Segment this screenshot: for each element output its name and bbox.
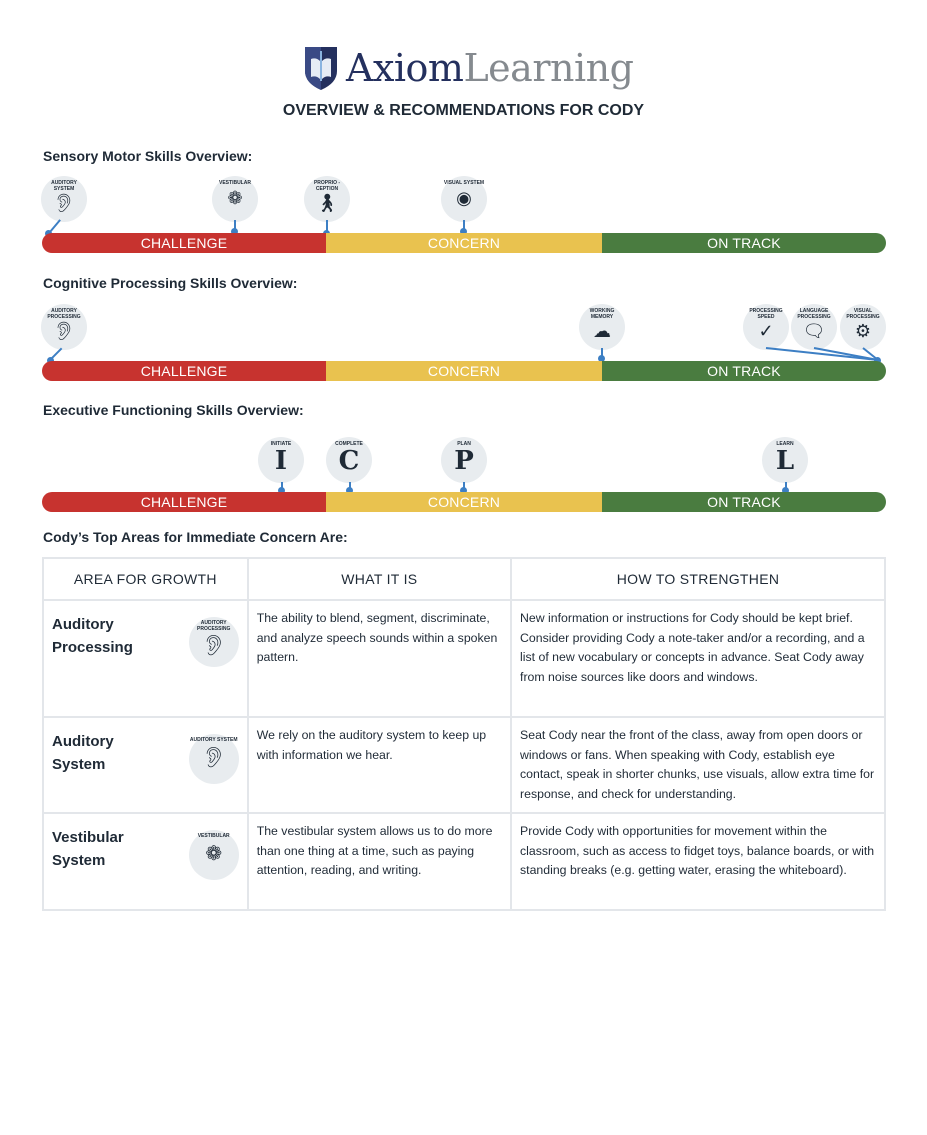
area-name: Auditory Processing (52, 616, 133, 656)
scale-concern: CONCERN (326, 492, 602, 512)
sensory-section-title: Sensory Motor Skills Overview: (43, 148, 253, 164)
eye-icon: ◉ (456, 187, 472, 208)
marker-visual-system: VISUAL SYSTEM ◉ (441, 176, 487, 222)
area-cell (43, 813, 248, 910)
marker-vestibular: VESTIBULAR ❁ (212, 176, 258, 222)
what-cell: The ability to blend, segment, discriminate, and analyze speech sounds within a spoken pattern. (248, 600, 511, 717)
executive-section-title: Executive Functioning Skills Overview: (43, 402, 304, 418)
area-cell (43, 717, 248, 813)
inner-ear-icon: ❁ (227, 187, 243, 208)
area-name: Auditory System (52, 733, 114, 773)
marker-plan: PLAN P (441, 437, 487, 483)
marker-visual-processing: VISUAL PROCESSING ⚙ (840, 304, 886, 350)
marker-auditory-system: AUDITORY SYSTEM 👂︎ (41, 176, 87, 222)
table-header-row (43, 558, 885, 600)
scale-on-track: ON TRACK (602, 233, 886, 253)
marker-proprioception: PROPRIO -CEPTION 🚶︎ (304, 176, 350, 222)
shield-book-icon (302, 45, 340, 91)
area-cell (43, 600, 248, 717)
marker-working-memory: WORKING MEMORY ☁ (579, 304, 625, 350)
ear-icon: 👂︎ (52, 193, 76, 213)
marker-complete: COMPLETE C (326, 437, 372, 483)
speed-check-icon: ✓ (758, 321, 774, 341)
marker-initiate: INITIATE I (258, 437, 304, 483)
column-header-what: WHAT IT IS (248, 558, 511, 600)
scale-challenge: CHALLENGE (42, 492, 326, 512)
speech-icon: 🗨︎ (802, 321, 826, 341)
table-row (43, 600, 885, 717)
scale-challenge: CHALLENGE (42, 361, 326, 381)
cognitive-scale-bar (42, 361, 886, 381)
table-row (43, 813, 885, 910)
inner-ear-icon: ❁ (205, 842, 223, 865)
ear-icon: 👂︎ (201, 635, 227, 657)
marker-auditory-processing: AUDITORY PROCESSING 👂︎ (41, 304, 87, 350)
how-cell: Provide Cody with opportunities for movement within the classroom, such as access to fidget toys, balance boards, or with standing breaks (e.g. getting water, erasing the whiteboard). (511, 813, 885, 910)
ear-icon: 👂︎ (52, 321, 76, 341)
area-icon-badge: AUDITORY SYSTEM 👂︎ (189, 734, 239, 784)
marker-learn: LEARN L (762, 437, 808, 483)
ear-icon: 👂︎ (201, 746, 227, 769)
how-cell: New information or instructions for Cody should be kept brief. Consider providing Cody a note-taker and/or a recording, and a list of new vocabulary or concepts in advance. Seat Cody away from noise sources like doors and windows. (511, 600, 885, 717)
brand-name: AxiomLearning (346, 46, 634, 90)
concerns-table (42, 557, 886, 911)
brain-icon: ☁ (593, 321, 611, 341)
how-cell: Seat Cody near the front of the class, away from open doors or windows or fans. When speaking with Cody, establish eye contact, speak in shorter chunks, use visuals, allow extra time for response, and check for understanding. (511, 717, 885, 813)
scale-on-track: ON TRACK (602, 361, 886, 381)
axiom-learning-logo (302, 44, 633, 92)
area-icon-badge: VESTIBULAR ❁ (189, 830, 239, 880)
scale-concern: CONCERN (326, 233, 602, 253)
what-cell: We rely on the auditory system to keep up with information we hear. (248, 717, 511, 813)
column-header-area: AREA FOR GROWTH (43, 558, 248, 600)
column-header-how: HOW TO STRENGTHEN (511, 558, 885, 600)
table-row (43, 717, 885, 813)
eye-gear-icon: ⚙ (854, 321, 872, 341)
scale-challenge: CHALLENGE (42, 233, 326, 253)
scale-on-track: ON TRACK (602, 492, 886, 512)
marker-language-processing: LANGUAGE PROCESSING 🗨︎ (791, 304, 837, 350)
what-cell: The vestibular system allows us to do more than one thing at a time, such as paying attention, reading, and writing. (248, 813, 511, 910)
person-balance-icon: 🚶︎ (315, 193, 339, 213)
cognitive-section-title: Cognitive Processing Skills Overview: (43, 275, 298, 291)
sensory-scale-bar (42, 233, 886, 253)
scale-concern: CONCERN (326, 361, 602, 381)
concerns-section-title: Cody’s Top Areas for Immediate Concern Are: (43, 529, 348, 545)
marker-processing-speed: PROCESSING SPEED ✓ (743, 304, 789, 350)
page-title: OVERVIEW & RECOMMENDATIONS FOR CODY (282, 102, 645, 119)
area-icon-badge: AUDITORY PROCESSING 👂︎ (189, 617, 239, 667)
area-name: Vestibular System (52, 829, 124, 869)
executive-scale-bar (42, 492, 886, 512)
